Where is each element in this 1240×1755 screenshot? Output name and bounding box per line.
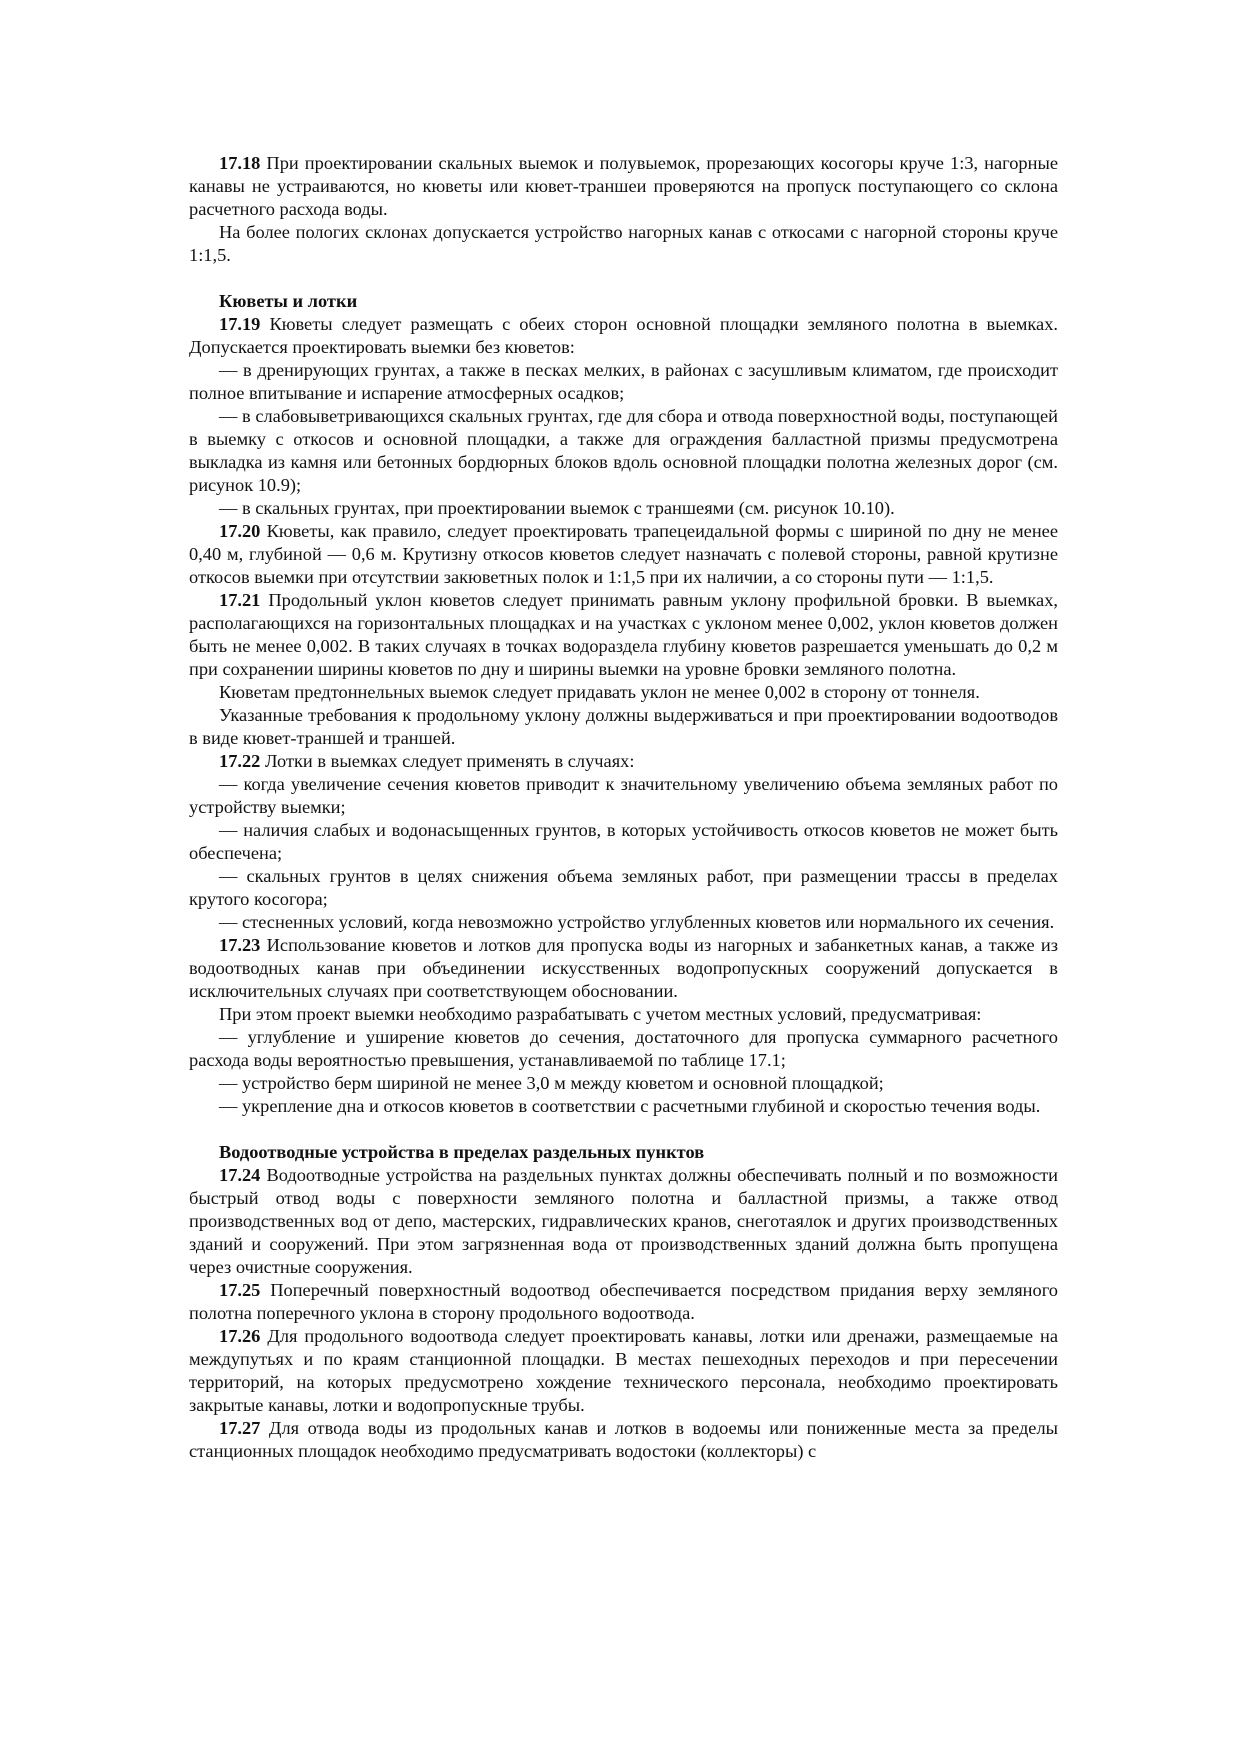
- paragraph-17-24: [189, 1164, 1058, 1279]
- paragraph-17-18: [189, 152, 1058, 221]
- list-item: [189, 405, 1058, 497]
- paragraph-text: Лотки в выемках следует применять в случаях:: [260, 751, 635, 771]
- paragraph-17-19: [189, 313, 1058, 359]
- paragraph: [189, 704, 1058, 750]
- list-item: [189, 773, 1058, 819]
- paragraph-text: Водоотводные устройства на раздельных пунктах должны обеспечивать полный и по возможности быстрый отвод воды с поверхности земляного полотна и балластной призмы, а также отвод производственных вод от депо, мастерских, гидравлических кранов, снеготаялок и других производственных зданий и сооружений. При этом загрязненная вода от производственных зданий должна быть пропущена через очистные сооружения.: [189, 1165, 1058, 1277]
- paragraph-17-26: [189, 1325, 1058, 1417]
- clause-number: 17.18: [219, 153, 261, 173]
- clause-number: 17.25: [219, 1280, 261, 1300]
- list-item: [189, 865, 1058, 911]
- paragraph-text: — углубление и уширение кюветов до сечения, достаточного для пропуска суммарного расчетного расхода воды вероятностью превышения, устанавливаемой по таблице 17.1;: [189, 1027, 1058, 1070]
- paragraph-text: Кюветы, как правило, следует проектировать трапецеидальной формы с шириной по дну не менее 0,40 м, глубиной — 0,6 м. Крутизну откосов кюветов следует назначать с полевой стороны, равной крутизне откосов выемки при отсутствии закюветных полок и 1:1,5 при их наличии, а со стороны пути — 1:1,5.: [189, 521, 1058, 587]
- list-item: [189, 911, 1058, 934]
- paragraph-17-27: [189, 1417, 1058, 1463]
- clause-number: 17.23: [219, 935, 261, 955]
- paragraph-17-23: [189, 934, 1058, 1003]
- spacer: [189, 267, 1058, 290]
- clause-number: 17.24: [219, 1165, 261, 1185]
- list-item: [189, 1072, 1058, 1095]
- paragraph-text: — наличия слабых и водонасыщенных грунтов, в которых устойчивость откосов кюветов не может быть обеспечена;: [189, 820, 1058, 863]
- spacer: [189, 1118, 1058, 1141]
- paragraph-text: Для продольного водоотвода следует проектировать канавы, лотки или дренажи, размещаемые на междупутьях и по краям станционной площадки. В местах пешеходных переходов и при пересечении территорий, на которых предусмотрено хождение технического персонала, необходимо проектировать закрытые канавы, лотки и водопропускные трубы.: [189, 1326, 1058, 1415]
- clause-number: 17.21: [219, 590, 261, 610]
- paragraph-text: Указанные требования к продольному уклону должны выдерживаться и при проектировании водоотводов в виде кювет-траншей и траншей.: [189, 705, 1058, 748]
- clause-number: 17.27: [219, 1418, 261, 1438]
- paragraph-text: Кюветам предтоннельных выемок следует придавать уклон не менее 0,002 в сторону от тоннеля.: [219, 682, 980, 702]
- paragraph-text: — когда увеличение сечения кюветов приводит к значительному увеличению объема земляных работ по устройству выемки;: [189, 774, 1058, 817]
- list-item: [189, 359, 1058, 405]
- section-heading: Кюветы и лотки: [219, 291, 358, 311]
- paragraph-text: — укрепление дна и откосов кюветов в соответствии с расчетными глубиной и скоростью течения воды.: [219, 1096, 1041, 1116]
- paragraph: [189, 1003, 1058, 1026]
- paragraph-text: При проектировании скальных выемок и полувыемок, прорезающих косогоры круче 1:3, нагорные канавы не устраиваются, но кюветы или кювет-траншеи проверяются на пропуск поступающего со склона расчетного расхода воды.: [189, 153, 1058, 219]
- paragraph-17-22: [189, 750, 1058, 773]
- paragraph-17-21: [189, 589, 1058, 681]
- paragraph-17-25: [189, 1279, 1058, 1325]
- paragraph-text: — устройство берм шириной не менее 3,0 м между кюветом и основной площадкой;: [219, 1073, 884, 1093]
- list-item: [189, 1026, 1058, 1072]
- clause-number: 17.19: [219, 314, 261, 334]
- list-item: [189, 497, 1058, 520]
- paragraph-text: — стесненных условий, когда невозможно устройство углубленных кюветов или нормального их сечения.: [219, 912, 1055, 932]
- clause-number: 17.26: [219, 1326, 261, 1346]
- paragraph-text: На более пологих склонах допускается устройство нагорных канав с откосами с нагорной стороны круче 1:1,5.: [189, 222, 1058, 265]
- list-item: [189, 819, 1058, 865]
- paragraph-text: Для отвода воды из продольных канав и лотков в водоемы или пониженные места за пределы станционных площадок необходимо предусматривать водостоки (коллекторы) с: [189, 1418, 1058, 1461]
- paragraph: [189, 681, 1058, 704]
- clause-number: 17.22: [219, 751, 261, 771]
- clause-number: 17.20: [219, 521, 261, 541]
- paragraph-17-20: [189, 520, 1058, 589]
- paragraph-text: Кюветы следует размещать с обеих сторон основной площадки земляного полотна в выемках. Допускается проектировать выемки без кюветов:: [189, 314, 1058, 357]
- paragraph-text: — скальных грунтов в целях снижения объема земляных работ, при размещении трассы в пределах крутого косогора;: [189, 866, 1058, 909]
- paragraph: [189, 221, 1058, 267]
- paragraph-text: Продольный уклон кюветов следует принимать равным уклону профильной бровки. В выемках, располагающихся на горизонтальных площадках и на участках с уклоном менее 0,002, уклон кюветов должен быть не менее 0,002. В таких случаях в точках водораздела глубину кюветов разрешается уменьшать до 0,2 м при сохранении ширины кюветов по дну и ширины выемки на уровне бровки земляного полотна.: [189, 590, 1058, 679]
- paragraph-text: Использование кюветов и лотков для пропуска воды из нагорных и забанкетных канав, а также из водоотводных канав при объединении искусственных водопропускных сооружений допускается в исключительных случаях при соответствующем обосновании.: [189, 935, 1058, 1001]
- section-heading: Водоотводные устройства в пределах раздельных пунктов: [219, 1142, 705, 1162]
- paragraph-text: — в слабовыветривающихся скальных грунтах, где для сбора и отвода поверхностной воды, поступающей в выемку с откосов и основной площадки, а также для ограждения балластной призмы предусмотрена выкладка из камня или бетонных бордюрных блоков вдоль основной площадки полотна железных дорог (см. рисунок 10.9);: [189, 406, 1058, 495]
- list-item: [189, 1095, 1058, 1118]
- paragraph-text: — в дренирующих грунтах, а также в песках мелких, в районах с засушливым климатом, где происходит полное впитывание и испарение атмосферных осадков;: [189, 360, 1058, 403]
- paragraph-text: При этом проект выемки необходимо разрабатывать с учетом местных условий, предусматривая:: [219, 1004, 982, 1024]
- document-page: [189, 152, 1058, 1463]
- paragraph-text: — в скальных грунтах, при проектировании выемок с траншеями (см. рисунок 10.10).: [219, 498, 895, 518]
- paragraph-text: Поперечный поверхностный водоотвод обеспечивается посредством придания верху земляного полотна поперечного уклона в сторону продольного водоотвода.: [189, 1280, 1058, 1323]
